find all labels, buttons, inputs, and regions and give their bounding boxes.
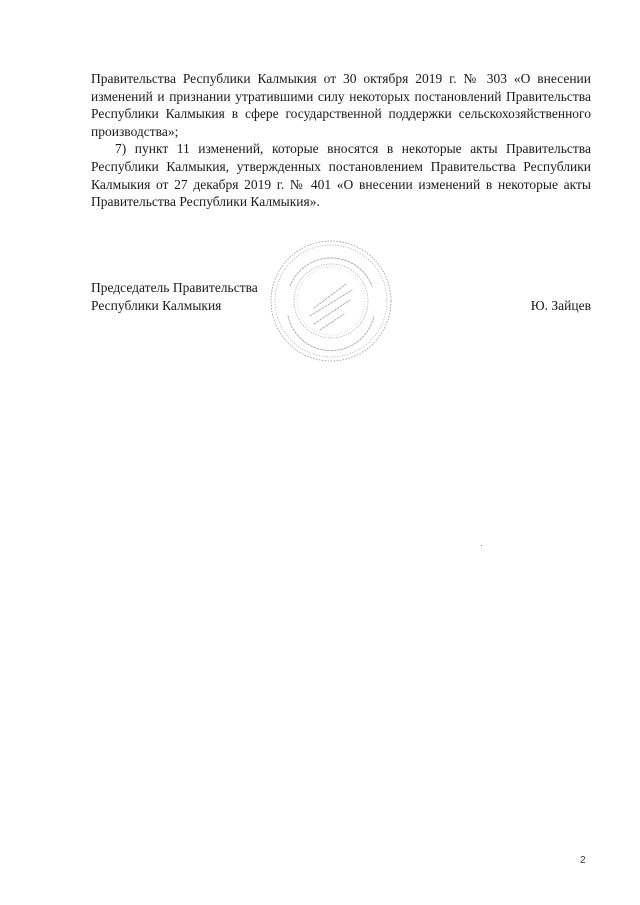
paragraph-continuation: Правительства Республики Калмыкия от 30 октября 2019 г. № 303 «О внесении изменений и признании утратившими силу некоторых постановлений Правительства Республики Калмыкия в сфере государственной поддержки сельскохозяйственного производства»; — [91, 71, 591, 139]
paragraph-item-7: 7) пункт 11 изменений, которые вносятся в некоторые акты Правительства Республики Калмыкия, утвержденных постановлением Правительства Республики Калмыкия от 27 декабря 2019 г. № 401 «О внесении изменений в некоторые акты Правительства Республики Калмыкия». — [91, 141, 591, 210]
signatory-position-line2: Республики Калмыкия — [91, 297, 222, 313]
signatory-position-line1: Председатель Правительства — [91, 280, 258, 295]
document-body — [91, 70, 591, 211]
page-number: 2 — [580, 855, 586, 866]
scan-speck — [481, 545, 482, 546]
signatory-name: Ю. Зайцев — [530, 297, 591, 313]
signature-block — [91, 279, 591, 314]
